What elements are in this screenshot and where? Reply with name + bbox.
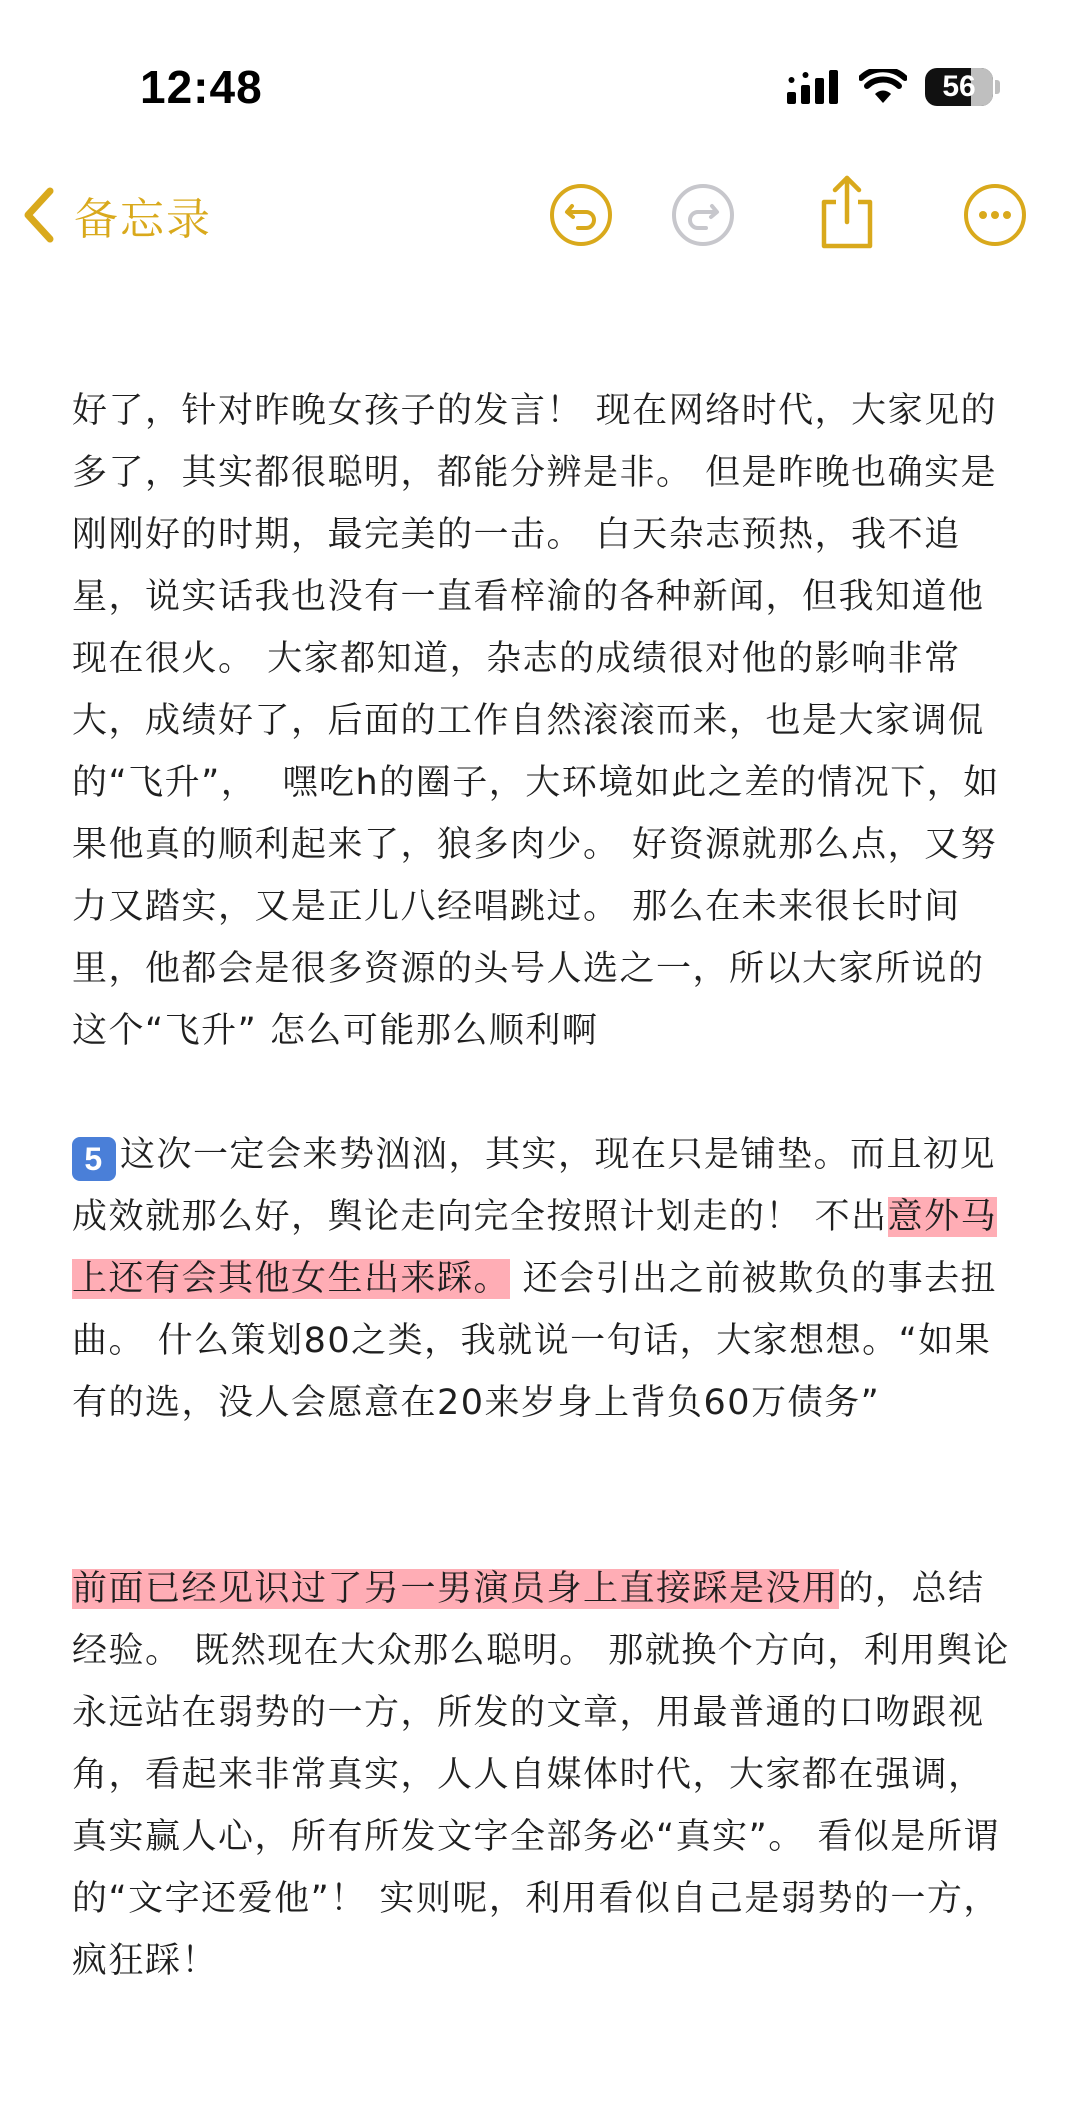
status-bar	[0, 0, 1080, 180]
highlighted-text: 意外马上还有会其他女生出来踩。	[72, 1197, 998, 1299]
more-icon[interactable]	[962, 182, 1028, 248]
note-body[interactable]	[72, 380, 1012, 1992]
highlighted-text: 前面已经见识过了另一男演员身上直接踩是没用	[72, 1569, 839, 1609]
battery-tip	[995, 80, 1000, 94]
share-icon[interactable]	[816, 174, 878, 250]
paragraph-3-text: 的，总结经验。 既然现在大众那么聪明。 那就换个方向，利用舆论永远站在弱势的一方，所发的文章，用最普通的口吻跟视角，看起来非常真实，人人自媒体时代，大家都在强调，真实赢人心，所有所发文字全部务必“真实”。 看似是所谓的“文字还爱他”！ 实则呢，利用看似自己是弱势的一方，疯狂踩！	[72, 1569, 1010, 1981]
cellular-signal-icon	[787, 70, 841, 104]
paragraph-2-text-a: 这次一定会来势汹汹，其实，现在只是铺垫。而且初见成效就那么好，舆论走向完全按照计划走的！ 不出	[72, 1135, 997, 1237]
battery-level: 56	[942, 70, 976, 103]
back-button[interactable]	[22, 180, 212, 250]
paragraph-spacer	[72, 1062, 1012, 1124]
status-time: 12:48	[140, 61, 263, 113]
back-label: 备忘录	[74, 194, 212, 245]
keycap-five-emoji: 5	[72, 1137, 116, 1181]
battery-icon	[925, 68, 993, 106]
redo-icon[interactable]	[670, 182, 736, 248]
note-paragraph-2	[72, 1124, 1012, 1434]
note-paragraph-1: 好了，针对昨晚女孩子的发言！ 现在网络时代，大家见的多了，其实都很聪明，都能分辨是非。 但是昨晚也确实是刚刚好的时期，最完美的一击。 白天杂志预热，我不追星，说实话我也没有一直看梓渝的各种新闻，但我知道他现在很火。 大家都知道，杂志的成绩很对他的影响非常大，成绩好了，后面的工作自然滚滚而来，也是大家调侃的“飞升”， 嘿吃h的圈子，大环境如此之差的情况下，如果他真的顺利起来了，狼多肉少。 好资源就那么点，又努力又踏实，又是正儿八经唱跳过。 那么在未来很长时间里，他都会是很多资源的头号人选之一，所以大家所说的这个“飞升” 怎么可能那么顺利啊	[72, 391, 1000, 1051]
note-paragraph-3	[72, 1558, 1012, 1992]
nav-bar	[0, 160, 1080, 270]
undo-icon[interactable]	[548, 182, 614, 248]
chevron-left-icon	[22, 187, 56, 243]
paragraph-spacer	[72, 1434, 1012, 1558]
wifi-icon	[859, 69, 907, 105]
paragraph-2-text-b: 还会引出之前被欺负的事去扭曲。 什么策划80之类，我就说一句话，大家想想。“如果有的选，没人会愿意在20来岁身上背负60万债务”	[72, 1259, 998, 1423]
status-icons	[787, 62, 1000, 112]
